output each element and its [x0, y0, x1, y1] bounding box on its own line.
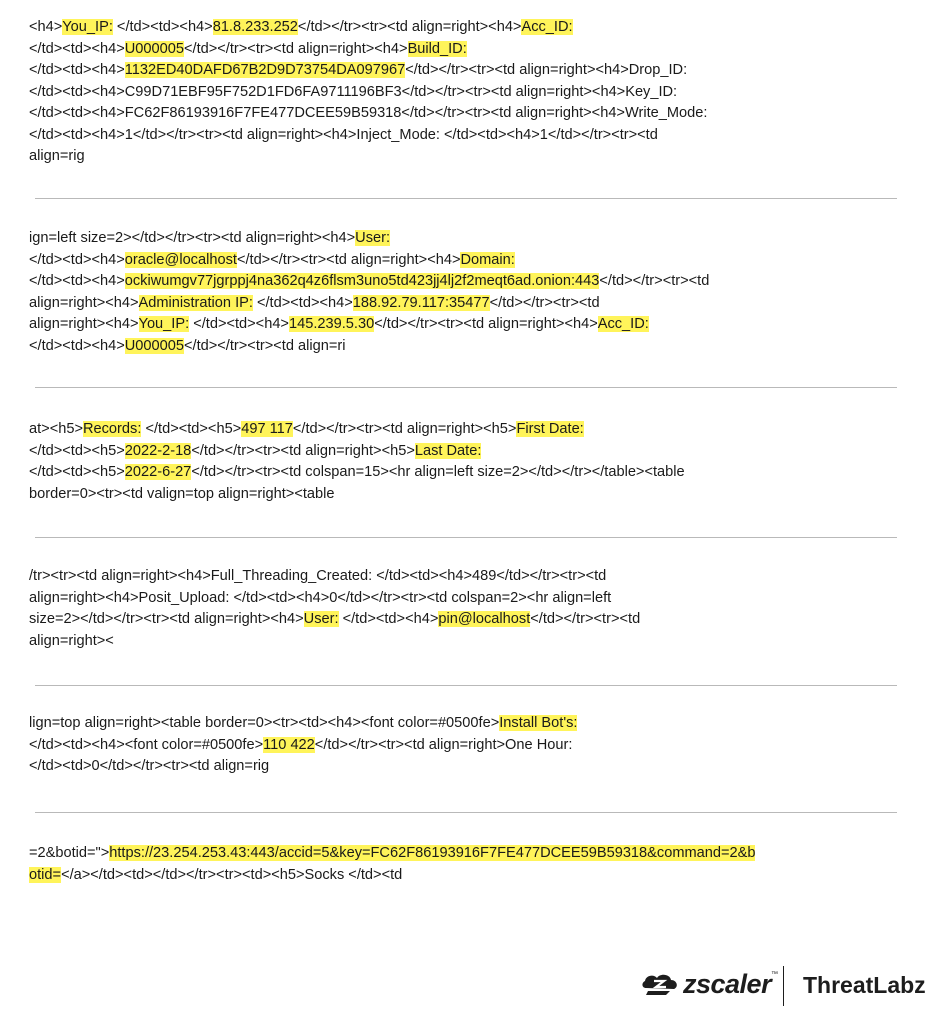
divider-2 [35, 387, 897, 388]
code-excerpt-6 [29, 843, 909, 886]
code-text: /tr><tr><td align=right><h4>Full_Threading_Created: </td><td><h4>489</td></tr><tr><td align=right><h4>Posit_Upload: </td><td><h4>0</td></tr><tr><td colspan=2><hr align=left size=2></td></tr><tr><td align=right><h4> [29, 568, 612, 627]
zscaler-wordmark: zscaler [683, 969, 772, 999]
highlighted-text: Acc_ID: [597, 316, 649, 332]
highlighted-text: You_IP: [62, 19, 113, 35]
highlighted-text: User: [355, 230, 391, 246]
code-text: </td></tr><tr><td align=right><h5> [292, 421, 517, 437]
highlighted-text: 1132ED40DAFD67B2D9D73754DA097967 [124, 62, 406, 78]
zscaler-cloud-icon [640, 972, 680, 1003]
highlighted-text: ockiwumgv77jgrppj4na362q4z6flsm3uno5td423jj4lj2f2meqt6ad.onion:443 [124, 273, 600, 289]
code-text: at><h5> [29, 421, 83, 437]
highlighted-text: 497 117 [241, 421, 293, 437]
code-text: </td><td><h4> [29, 337, 125, 354]
code-text: </td><td><h4> [29, 273, 125, 289]
code-text: </td></tr><tr><td align=right><h4> [29, 273, 710, 311]
code-text: </td></tr><tr><td colspan=15><hr align=left size=2></td></tr></table><table border=0><tr><td valign=top align=right><table [29, 464, 685, 502]
code-text: </td><td><h4> [189, 316, 289, 332]
code-text: </td></tr><tr><td align=right><h4> [184, 40, 408, 57]
threatlabz-wordmark: ThreatLabz [803, 972, 926, 998]
code-text: </td><td><h4> [252, 294, 353, 311]
code-excerpt-3 [29, 419, 909, 505]
code-excerpt-2 [29, 228, 909, 357]
highlighted-text: Acc_ID: [521, 19, 573, 35]
highlighted-text: Administration IP: [138, 294, 253, 311]
code-text: </td><td><h4> [29, 251, 125, 268]
highlighted-text: 81.8.233.252 [212, 19, 298, 35]
highlighted-text: 110 422 [263, 736, 315, 753]
code-text: </td></tr><tr><td align=right><h4> [236, 251, 461, 268]
code-excerpt-5 [29, 713, 909, 778]
code-text: =2&botid="> [29, 845, 110, 861]
trademark-symbol: ™ [771, 971, 778, 978]
highlighted-text: Install Bot's: [499, 715, 578, 731]
code-text: </td></tr><tr><td align=right><h5> [191, 442, 415, 459]
code-text: </td><td><h4> [112, 19, 213, 35]
highlighted-text: 145.239.5.30 [288, 316, 375, 332]
divider-1 [35, 198, 897, 199]
code-text: </td><td><h5> [29, 464, 125, 480]
highlighted-text: 188.92.79.117:35477 [352, 294, 490, 311]
divider-3 [35, 537, 897, 538]
code-text: </a></td><td></td></tr><tr><td><h5>Socks </td><td [61, 866, 403, 883]
code-text: </td></tr><tr><td align=right><h4>Drop_ID: </td><td><h4>C99D71EBF95F752D1FD6FA9711196BF3</td></tr><tr><td align=right><h4>Key_ID: </td><td><h4>FC62F86193916F7FE477DCEE59B59318</td></tr><tr><td align=right><h4>Write_Mode: </td><td><h4>1</td></tr><tr><td align=right><h4>Inject_Mode: </td><td><h4>1</td></tr><tr><td align=rig [29, 62, 708, 164]
highlighted-text: 2022-6-27 [124, 464, 192, 480]
code-excerpt-4 [29, 566, 909, 652]
highlighted-text: User: [303, 611, 339, 627]
highlighted-text: U000005 [124, 337, 185, 354]
footer-logos [640, 962, 940, 1010]
highlighted-text: pin@localhost [438, 611, 531, 627]
highlighted-text: You_IP: [138, 316, 190, 332]
divider-4 [35, 685, 897, 686]
highlighted-text: Build_ID: [407, 40, 467, 57]
highlighted-text: First Date: [516, 421, 584, 437]
code-text: </td><td><h5> [29, 442, 125, 459]
code-excerpt-1 [29, 17, 909, 168]
highlighted-text: 2022-2-18 [124, 442, 192, 459]
code-text: </td><td><h4> [338, 611, 439, 627]
divider-5 [35, 812, 897, 813]
highlighted-text: Last Date: [414, 442, 482, 459]
highlighted-text: Records: [82, 421, 142, 437]
code-text: </td></tr><tr><td align=ri [184, 337, 346, 354]
code-text: </td></tr><tr><td align=right><h4> [374, 316, 598, 332]
code-text: </td><td><h5> [141, 421, 242, 437]
code-text: </td></tr><tr><td align=right>< [29, 611, 641, 649]
code-text: <h4> [29, 19, 63, 35]
code-text: </td></tr><tr><td align=right>One Hour: </td><td>0</td></tr><tr><td align=rig [29, 736, 573, 774]
code-text: ign=left size=2></td></tr><tr><td align=right><h4> [29, 230, 356, 246]
code-text: </td><td><h4><font color=#0500fe> [29, 736, 264, 753]
code-text: </td></tr><tr><td align=right><h4> [297, 19, 522, 35]
highlighted-text: oracle@localhost [124, 251, 237, 268]
code-text: lign=top align=right><table border=0><tr><td><h4><font color=#0500fe> [29, 715, 500, 731]
logo-divider [783, 966, 784, 1006]
code-text: </td><td><h4> [29, 40, 125, 57]
highlighted-text: U000005 [124, 40, 185, 57]
code-text: </td></tr><tr><td align=right><h4> [29, 294, 600, 332]
highlighted-text: Domain: [460, 251, 515, 268]
highlighted-text: https://23.254.253.43:443/accid=5&key=FC62F86193916F7FE477DCEE59B59318&command=2&b otid= [29, 845, 756, 883]
code-text: </td><td><h4> [29, 62, 125, 78]
